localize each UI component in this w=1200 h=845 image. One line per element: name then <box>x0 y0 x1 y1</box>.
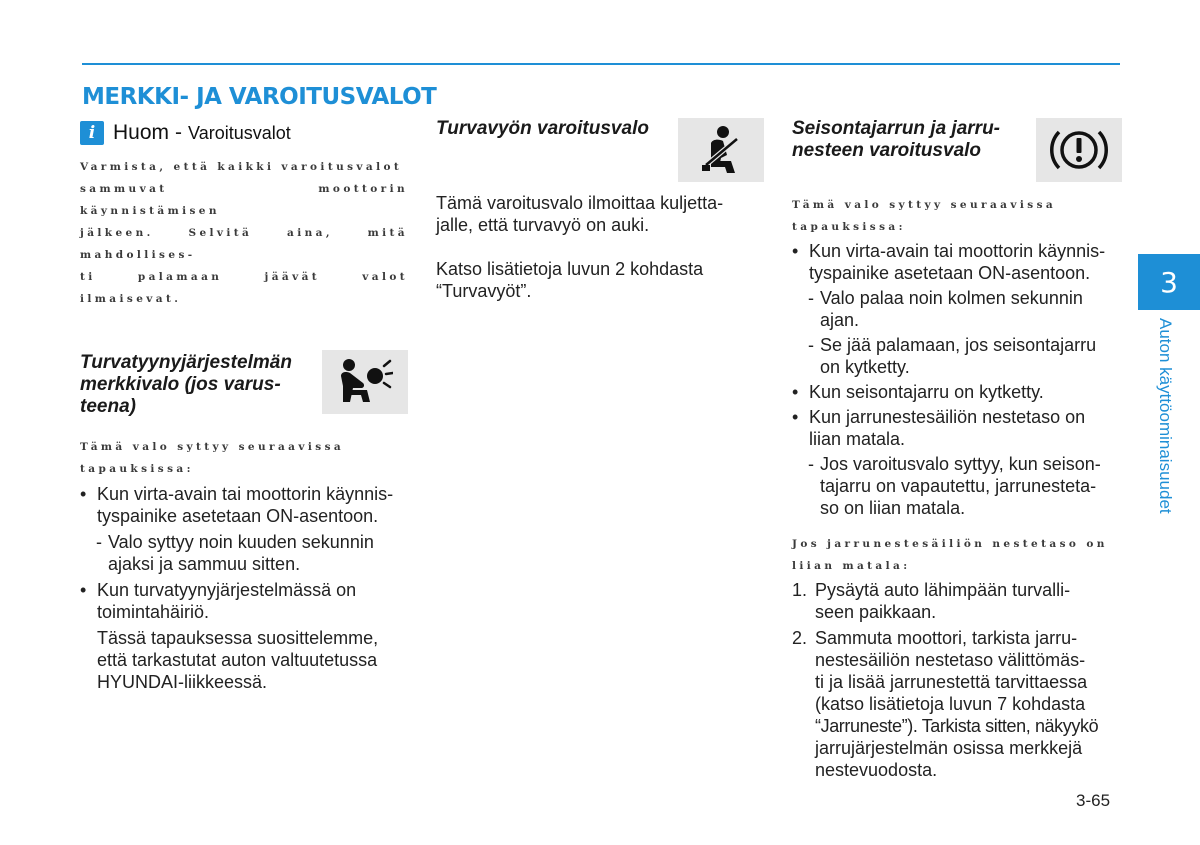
info-icon: i <box>80 121 104 145</box>
page-number: 3-65 <box>1076 791 1111 810</box>
intro-line: tapauksissa: <box>80 463 194 475</box>
column-middle <box>436 118 764 302</box>
note-header <box>80 118 408 148</box>
brake-low-fluid-intro <box>792 533 1122 577</box>
list-item: • Kun turvatyynyjärjestelmässä on toimintahäiriö. <box>80 579 408 623</box>
note-line: ti palamaan jäävät valot ilmaisevat. <box>80 271 408 305</box>
seatbelt-description: Tämä varoitusvalo ilmoittaa kuljetta- jalle, että turvavyö on auki. <box>436 193 724 235</box>
intro-line: liian matala: <box>792 560 911 572</box>
page-title: MERKKI- JA VAROITUSVALOT <box>82 84 437 110</box>
note-separator: - <box>175 121 183 144</box>
airbag-warning-icon <box>322 350 408 414</box>
column-right <box>792 118 1122 781</box>
chapter-tab: 3 <box>1138 254 1200 310</box>
intro-line: Tämä valo syttyy seuraavissa <box>792 199 1057 211</box>
list-item: 2. Sammuta moottori, tarkista jarru- nestesäiliön nestetaso välittömäs- ti ja lisää jarrunestettä tarvittaessa (katso lisätietoja luvun 7 kohdasta “Jarruneste”). Tarkista sitten, näkyykö jarrujärjestelmän osissa merkkejä nestevuodosta. <box>792 628 1099 780</box>
brake-steps-list <box>792 579 1122 781</box>
list-item: - Valo syttyy noin kuuden sekunnin ajaksi ja sammuu sitten. <box>80 531 408 575</box>
list-item: • Kun jarrunestesäiliön nestetaso on liian matala. <box>792 406 1122 450</box>
intro-line: tapauksissa: <box>792 221 906 233</box>
chapter-label: Auton käyttöominaisuudet <box>1156 318 1175 514</box>
list-item: - Valo palaa noin kolmen sekunnin ajan. <box>792 287 1122 331</box>
seatbelt-section-title: Turvavyön varoitusvalo <box>436 118 649 139</box>
seatbelt-section-header <box>436 118 764 182</box>
note-line: jälkeen. Selvitä aina, mitä mahdollises- <box>80 227 408 261</box>
note-body <box>80 156 408 310</box>
seatbelt-warning-icon <box>678 118 764 182</box>
list-item: - Se jää palamaan, jos seisontajarru on kytketty. <box>792 334 1122 378</box>
airbag-intro <box>80 436 408 480</box>
brake-warning-icon <box>1036 118 1122 182</box>
list-paragraph: Tässä tapauksessa suosittelemme, että tarkastutat auton valtuutetussa HYUNDAI-liikkeessä. <box>97 628 379 692</box>
brake-section-title: Seisontajarrun ja jarru- nesteen varoitusvalo <box>792 118 1001 161</box>
column-left <box>80 118 408 693</box>
note-line: sammuvat moottorin käynnistämisen <box>80 183 408 217</box>
airbag-section-header <box>80 350 408 418</box>
airbag-section-title: Turvatyynyjärjestelmän merkkivalo (jos varus- teena) <box>80 352 292 417</box>
brake-section-header <box>792 118 1122 182</box>
list-item: • Kun virta-avain tai moottorin käynnis- tyspainike asetetaan ON-asentoon. <box>80 483 408 527</box>
list-item: • Kun seisontajarru on kytketty. <box>792 381 1122 403</box>
airbag-conditions-list <box>80 483 408 693</box>
note-line: Varmista, että kaikki varoitusvalot <box>80 161 403 173</box>
intro-line: Tämä valo syttyy seuraavissa <box>80 441 345 453</box>
list-item: - Jos varoitusvalo syttyy, kun seison- tajarru on vapautettu, jarrunesteta- so on liian matala. <box>792 453 1122 519</box>
list-item: 1. Pysäytä auto lähimpään turvalli- seen paikkaan. <box>792 580 1071 622</box>
top-rule <box>82 63 1120 65</box>
brake-intro <box>792 194 1122 238</box>
note-title: Huom <box>113 121 170 144</box>
intro-line: Jos jarrunestesäiliön nestetaso on <box>792 538 1108 550</box>
note-subtitle: Varoitusvalot <box>188 122 291 143</box>
list-item: • Kun virta-avain tai moottorin käynnis- tyspainike asetetaan ON-asentoon. <box>792 240 1122 284</box>
seatbelt-reference: Katso lisätietoja luvun 2 kohdasta “Turvavyöt”. <box>436 259 704 301</box>
brake-conditions-list <box>792 240 1122 519</box>
